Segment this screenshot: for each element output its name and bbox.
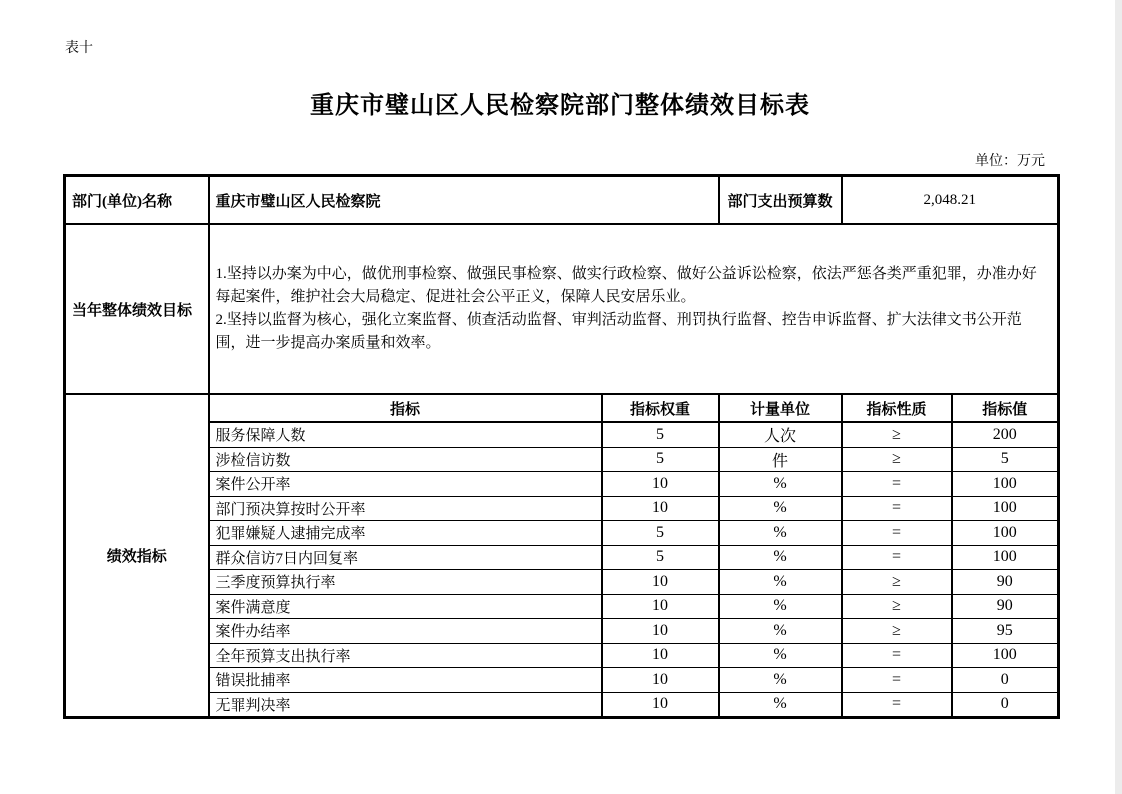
indicator-name-cell: 服务保障人数: [209, 422, 602, 447]
header-value-cell: 指标值: [952, 394, 1059, 422]
indicator-name-cell: 部门预决算按时公开率: [209, 496, 602, 521]
indicator-name-cell: 案件满意度: [209, 594, 602, 619]
indicator-unit-cell: %: [719, 521, 842, 546]
indicator-weight-cell: 5: [602, 521, 719, 546]
indicator-nature-cell: =: [842, 472, 952, 497]
indicator-unit-cell: 人次: [719, 422, 842, 447]
indicator-name-cell: 全年预算支出执行率: [209, 643, 602, 668]
sheet-label: 表十: [65, 41, 93, 56]
annual-goal-text-cell: [209, 224, 1059, 394]
indicator-weight-cell: 10: [602, 619, 719, 644]
indicator-value-cell: 0: [952, 668, 1059, 693]
indicator-unit-cell: %: [719, 570, 842, 595]
indicator-nature-cell: ≥: [842, 570, 952, 595]
indicator-value-cell: 95: [952, 619, 1059, 644]
indicator-row: [65, 521, 1059, 546]
indicator-name-cell: 案件办结率: [209, 619, 602, 644]
indicator-unit-cell: %: [719, 496, 842, 521]
indicator-value-cell: 5: [952, 447, 1059, 472]
dept-name-value-cell: 重庆市璧山区人民检察院: [209, 176, 719, 225]
indicator-row: [65, 619, 1059, 644]
dept-info-row: [65, 176, 1059, 225]
indicator-nature-cell: ≥: [842, 422, 952, 447]
indicator-name-cell: 三季度预算执行率: [209, 570, 602, 595]
indicator-value-cell: 100: [952, 643, 1059, 668]
indicator-value-cell: 100: [952, 496, 1059, 521]
indicator-row: [65, 472, 1059, 497]
indicator-value-cell: 100: [952, 545, 1059, 570]
header-unit-cell: 计量单位: [719, 394, 842, 422]
indicator-nature-cell: ≥: [842, 619, 952, 644]
indicator-nature-cell: =: [842, 668, 952, 693]
page-edge: [1115, 0, 1122, 794]
indicator-weight-cell: 5: [602, 447, 719, 472]
indicator-weight-cell: 10: [602, 668, 719, 693]
indicator-row: [65, 496, 1059, 521]
indicator-weight-cell: 5: [602, 545, 719, 570]
indicator-value-cell: 90: [952, 570, 1059, 595]
section-label-cell: 绩效指标: [65, 394, 209, 718]
indicator-row: [65, 643, 1059, 668]
indicator-unit-cell: %: [719, 692, 842, 718]
indicator-nature-cell: ≥: [842, 447, 952, 472]
indicator-name-cell: 案件公开率: [209, 472, 602, 497]
indicator-unit-cell: %: [719, 545, 842, 570]
indicators-header-row: [65, 394, 1059, 422]
dept-name-label-cell: 部门(单位)名称: [65, 176, 209, 225]
indicator-nature-cell: =: [842, 545, 952, 570]
indicator-nature-cell: =: [842, 692, 952, 718]
indicator-weight-cell: 5: [602, 422, 719, 447]
indicator-nature-cell: =: [842, 521, 952, 546]
indicator-row: [65, 692, 1059, 718]
indicator-value-cell: 200: [952, 422, 1059, 447]
annual-goal-label-cell: 当年整体绩效目标: [65, 224, 209, 394]
annual-goal-row: [65, 224, 1059, 394]
indicator-row: [65, 545, 1059, 570]
indicator-row: [65, 447, 1059, 472]
budget-value-cell: 2,048.21: [842, 176, 1059, 225]
indicator-row: [65, 422, 1059, 447]
header-weight-cell: 指标权重: [602, 394, 719, 422]
indicator-value-cell: 90: [952, 594, 1059, 619]
indicator-nature-cell: =: [842, 643, 952, 668]
annual-goal-item-1: 1.坚持以办案为中心，做优刑事检察、做强民事检察、做实行政检察、做好公益诉讼检察，依法严惩各类严重犯罪，办准办好每起案件，维护社会大局稳定、促进社会公平正义，保障人民安居乐业。: [215, 266, 1037, 305]
indicator-weight-cell: 10: [602, 643, 719, 668]
indicator-unit-cell: %: [719, 594, 842, 619]
indicator-unit-cell: %: [719, 472, 842, 497]
header-nature-cell: 指标性质: [842, 394, 952, 422]
unit-note: 单位：万元: [975, 154, 1045, 169]
indicator-nature-cell: =: [842, 496, 952, 521]
page-title: 重庆市璧山区人民检察院部门整体绩效目标表: [310, 93, 810, 119]
performance-target-table: [63, 174, 1060, 719]
indicator-weight-cell: 10: [602, 570, 719, 595]
indicator-name-cell: 错误批捕率: [209, 668, 602, 693]
indicator-weight-cell: 10: [602, 496, 719, 521]
indicator-row: [65, 594, 1059, 619]
indicator-weight-cell: 10: [602, 594, 719, 619]
indicator-unit-cell: 件: [719, 447, 842, 472]
indicator-value-cell: 0: [952, 692, 1059, 718]
indicator-weight-cell: 10: [602, 692, 719, 718]
indicator-unit-cell: %: [719, 643, 842, 668]
table-body: [65, 176, 1059, 718]
indicator-row: [65, 570, 1059, 595]
indicator-name-cell: 犯罪嫌疑人逮捕完成率: [209, 521, 602, 546]
indicator-name-cell: 涉检信访数: [209, 447, 602, 472]
indicator-unit-cell: %: [719, 668, 842, 693]
indicator-unit-cell: %: [719, 619, 842, 644]
indicator-weight-cell: 10: [602, 472, 719, 497]
header-indicator-cell: 指标: [209, 394, 602, 422]
indicator-name-cell: 群众信访7日内回复率: [209, 545, 602, 570]
annual-goal-item-2: 2.坚持以监督为核心，强化立案监督、侦查活动监督、审判活动监督、刑罚执行监督、控告申诉监督、扩大法律文书公开范围，进一步提高办案质量和效率。: [215, 312, 1022, 351]
indicator-value-cell: 100: [952, 472, 1059, 497]
budget-label-cell: 部门支出预算数: [719, 176, 842, 225]
indicator-row: [65, 668, 1059, 693]
indicator-value-cell: 100: [952, 521, 1059, 546]
indicator-nature-cell: ≥: [842, 594, 952, 619]
indicator-name-cell: 无罪判决率: [209, 692, 602, 718]
